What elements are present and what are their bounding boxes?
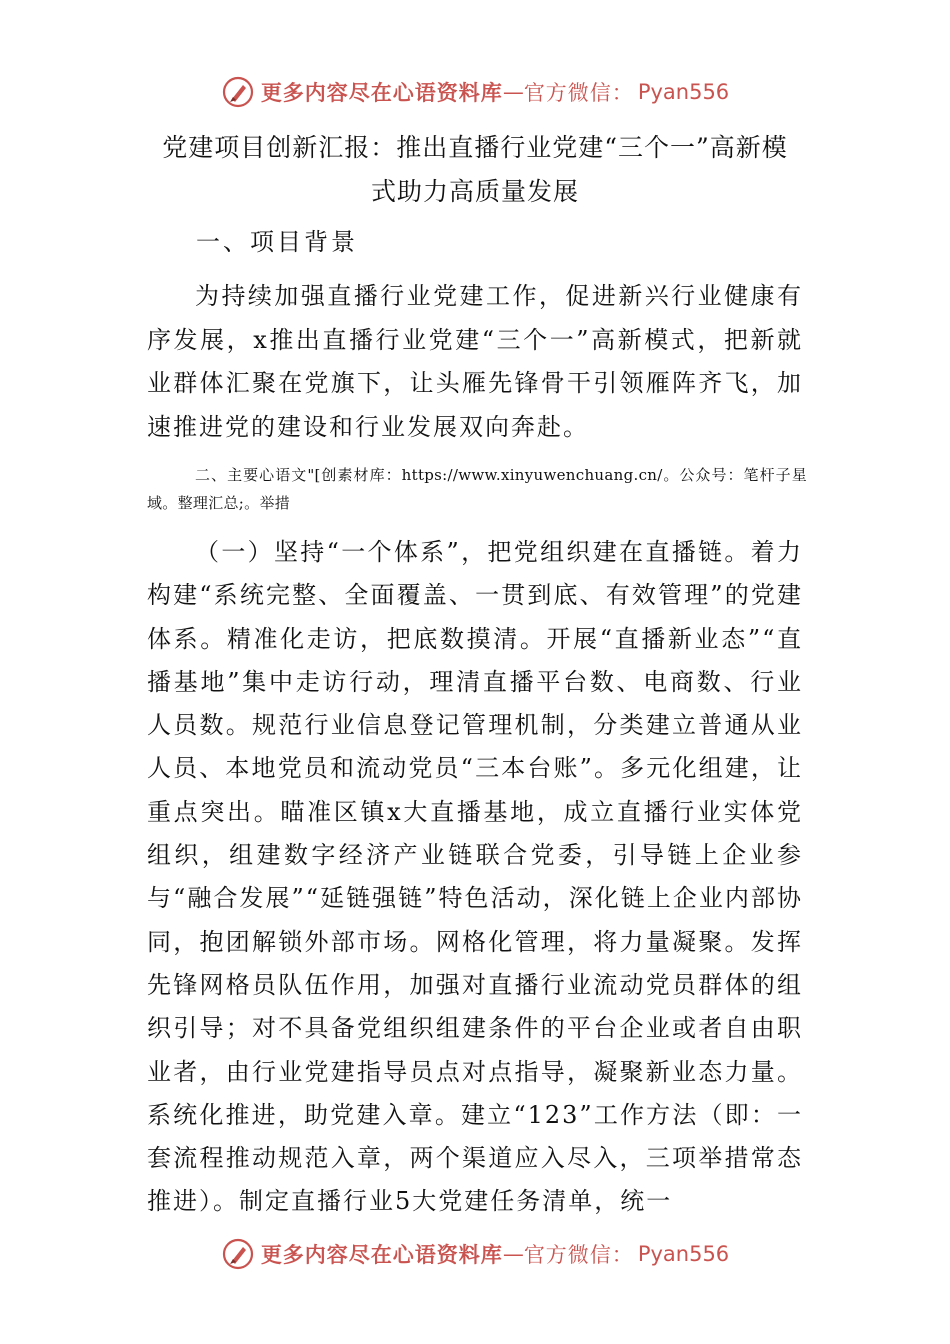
header-watermark	[0, 72, 950, 112]
watermark-brand: 更多内容尽在心语资料库	[260, 1243, 503, 1267]
watermark-wechat-id: Pyan556	[637, 1242, 730, 1266]
section-heading-background: 一、项目背景	[196, 228, 358, 256]
footer-watermark	[0, 1234, 950, 1274]
watermark-wechat-label: 官方微信：	[523, 1243, 634, 1267]
measures-paragraph: （一）坚持“一个体系”，把党组织建在直播链。着力构建“系统完整、全面覆盖、一贯到底、有效管理”的党建体系。精准化走访，把底数摸清。开展“直播新业态”“直播基地”集中走访行动，理清直播平台数、电商数、行业人员数。规范行业信息登记管理机制，分类建立普通从业人员、本地党员和流动党员“三本台账”。多元化组建，让重点突出。瞄准区镇x大直播基地，成立直播行业实体党组织，组建数字经济产业链联合党委，引导链上企业参与“融合发展”“延链强链”特色活动，深化链上企业内部协同，抱团解锁外部市场。网格化管理，将力量凝聚。发挥先锋网格员队伍作用，加强对直播行业流动党员群体的组织引导；对不具备党组织组建条件的平台企业或者自由职业者，由行业党建指导员点对点指导，凝聚新业态力量。系统化推进，助党建入章。建立“123”工作方法（即：一套流程推动规范入章，两个渠道应入尽入，三项举措常态推进）。制定直播行业5大党建任务清单，统一	[147, 538, 803, 1216]
watermark-wechat-label: 官方微信：	[523, 81, 634, 105]
pen-nib-logo-icon	[221, 1237, 255, 1271]
pen-nib-logo-icon	[221, 75, 255, 109]
watermark-dash: —	[502, 80, 524, 104]
watermark-brand: 更多内容尽在心语资料库	[260, 81, 503, 105]
watermark-dash: —	[502, 1242, 524, 1266]
section-heading-measures: 二、主要心语文"[创素材库：https://www.xinyuwenchuang.cn/。公众号：笔杆子星域。整理汇总;。举措	[147, 466, 807, 512]
watermark-wechat-id: Pyan556	[637, 80, 730, 104]
document-title: 党建项目创新汇报：推出直播行业党建“三个一”高新模式助力高质量发展	[162, 133, 788, 206]
background-paragraph: 为持续加强直播行业党建工作，促进新兴行业健康有序发展，x推出直播行业党建“三个一”高新模式，把新就业群体汇聚在党旗下，让头雁先锋骨干引领雁阵齐飞，加速推进党的建设和行业发展双向奔赴。	[147, 282, 803, 441]
